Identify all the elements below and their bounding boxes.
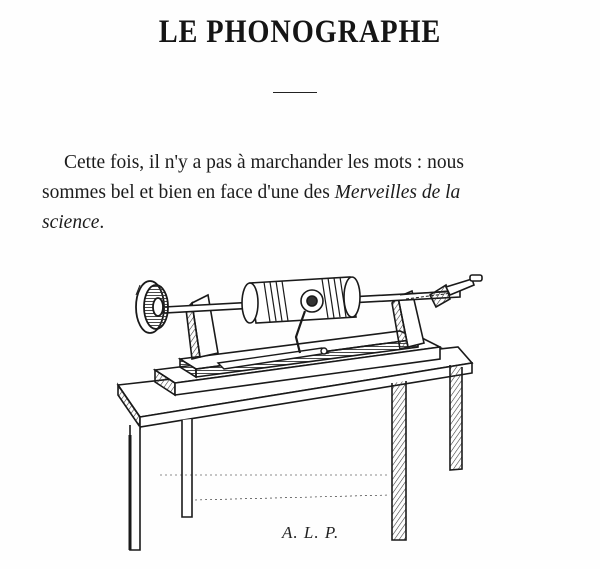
paragraph-line-3-text: . xyxy=(99,212,105,233)
illustrator-signature: A. L. P. xyxy=(282,523,340,542)
phonograph-illustration xyxy=(100,255,500,555)
title-underline-rule xyxy=(273,92,317,93)
flywheel xyxy=(136,281,168,333)
paragraph-line-2-italic: Merveilles de la xyxy=(334,182,461,203)
paragraph-line-2 xyxy=(42,178,562,208)
paragraph-line-2-text: sommes bel et bien en face d'une des xyxy=(42,182,335,203)
paragraph-line-3 xyxy=(42,208,562,238)
body-paragraph xyxy=(42,148,562,238)
paragraph-line-3-italic: science xyxy=(42,212,100,233)
paragraph-line-1: Cette fois, il n'y a pas à marchander les mots : nous xyxy=(64,152,464,173)
crank-handle xyxy=(430,275,482,307)
page-title: LE PHONOGRAPHE xyxy=(158,14,442,50)
